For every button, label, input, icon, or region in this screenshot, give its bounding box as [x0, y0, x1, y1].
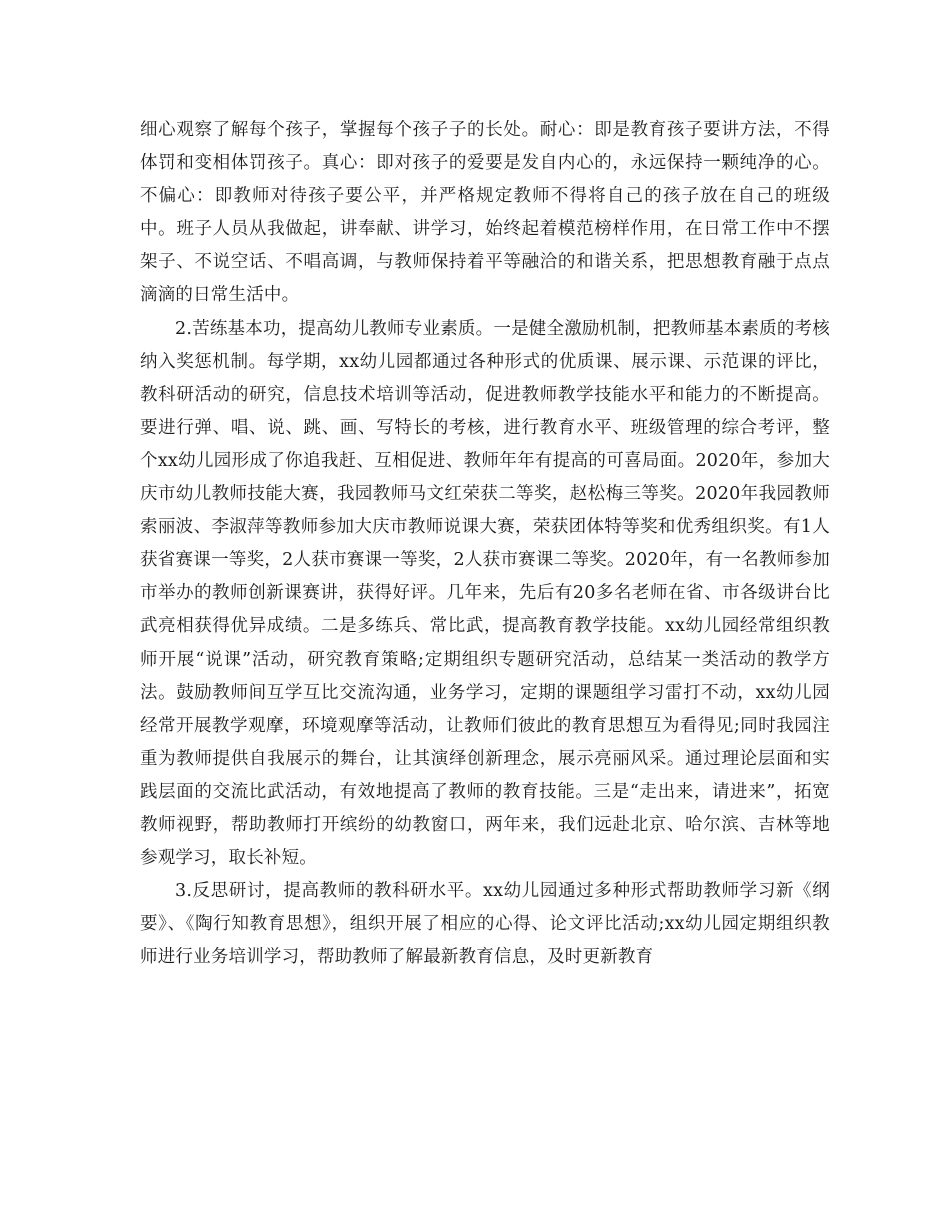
paragraph-research: 3.反思研讨，提高教师的教科研水平。xx幼儿园通过多种形式帮助教师学习新《纲要》、《陶行知教育思想》，组织开展了相应的心得、论文评比活动;xx幼儿园定期组织教师进行业务培训学习，帮助教师了解最新教育信息，及时更新教育	[140, 881, 830, 968]
document-body	[140, 114, 830, 974]
paragraph-continued: 细心观察了解每个孩子，掌握每个孩子子的长处。耐心：即是教育孩子要讲方法，不得体罚和变相体罚孩子。真心：即对孩子的爱要是发自内心的，永远保持一颗纯净的心。不偏心：即教师对待孩子要公平，并严格规定教师不得将自己的孩子放在自己的班级中。班子人员从我做起，讲奉献、讲学习，始终起着模范榜样作用，在日常工作中不摆架子、不说空话、不唱高调，与教师保持着平等融洽的和谐关系，把思想教育融于点点滴滴的日常生活中。	[140, 120, 830, 306]
paragraph-basic-skills: 2.苦练基本功，提高幼儿教师专业素质。一是健全激励机制，把教师基本素质的考核纳入奖惩机制。每学期，xx幼儿园都通过各种形式的优质课、展示课、示范课的评比，教科研活动的研究，信息技术培训等活动，促进教师教学技能水平和能力的不断提高。要进行弹、唱、说、跳、画、写特长的考核，进行教育水平、班级管理的综合考评，整个xx幼儿园形成了你追我赶、互相促进、教师年年有提高的可喜局面。2020年，参加大庆市幼儿教师技能大赛，我园教师马文红荣获二等奖，赵松梅三等奖。2020年我园教师索丽波、李淑萍等教师参加大庆市教师说课大赛，荣获团体特等奖和优秀组织奖。有1人获省赛课一等奖，2人获市赛课一等奖，2人获市赛课二等奖。2020年，有一名教师参加市举办的教师创新课赛讲，获得好评。几年来，先后有20多名老师在省、市各级讲台比武亮相获得优异成绩。二是多练兵、常比武，提高教育教学技能。xx幼儿园经常组织教师开展“说课”活动，研究教育策略;定期组织专题研究活动，总结某一类活动的教学方法。鼓励教师间互学互比交流沟通，业务学习，定期的课题组学习雷打不动，xx幼儿园经常开展教学观摩，环境观摩等活动，让教师们彼此的教育思想互为看得见;同时我园注重为教师提供自我展示的舞台，让其演绎创新理念，展示亮丽风采。通过理论层面和实践层面的交流比武活动，有效地提高了教师的教育技能。三是“走出来，请进来”，拓宽教师视野，帮助教师打开缤纷的幼教窗口，两年来，我们远赴北京、哈尔滨、吉林等地参观学习，取长补短。	[140, 318, 830, 869]
